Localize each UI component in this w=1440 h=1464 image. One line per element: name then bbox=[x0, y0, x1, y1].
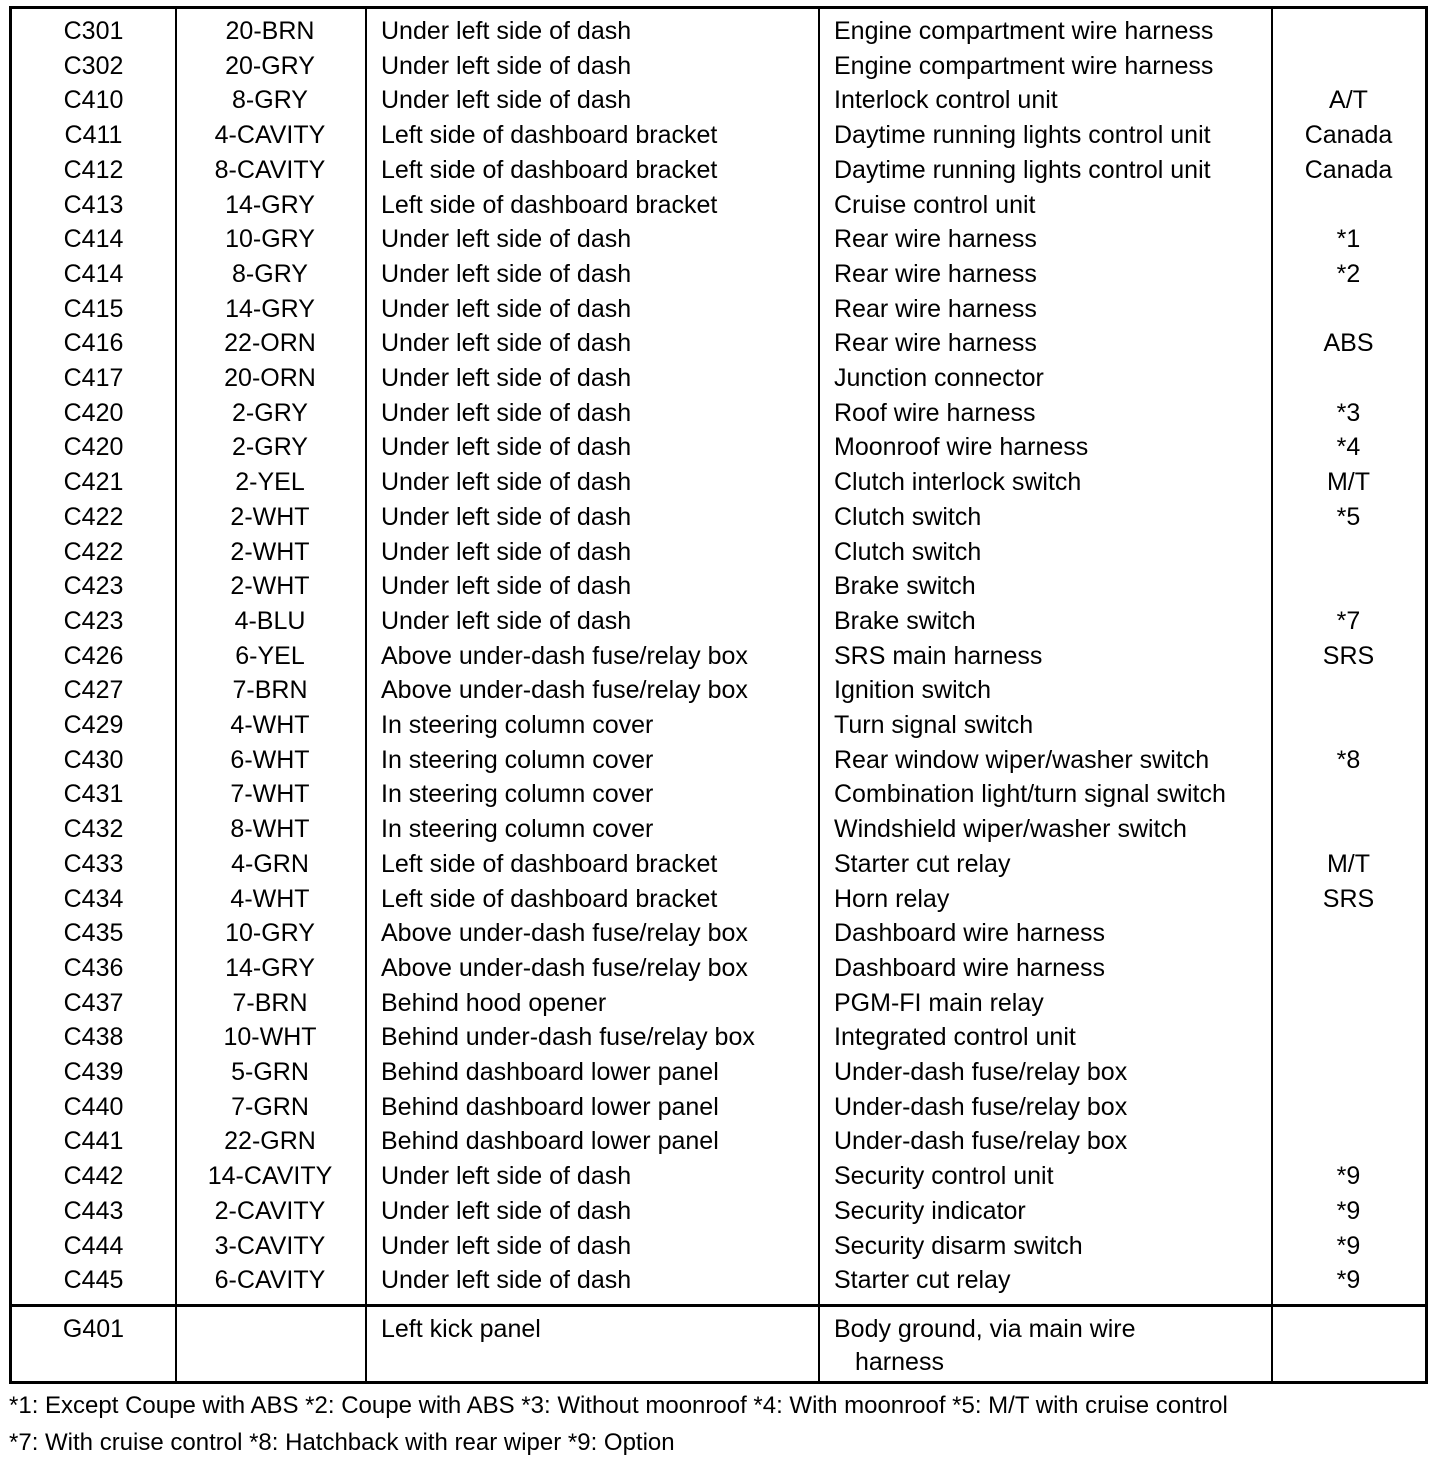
table-row bbox=[12, 1194, 1425, 1229]
connector-id: C414 bbox=[63, 259, 124, 288]
wire-spec: 6-YEL bbox=[235, 641, 305, 670]
note: *3 bbox=[1336, 398, 1361, 427]
table-row bbox=[12, 396, 1425, 431]
connects-to: Rear window wiper/washer switch bbox=[834, 745, 1210, 774]
location: Under left side of dash bbox=[381, 294, 632, 323]
location: In steering column cover bbox=[381, 780, 654, 809]
connector-id: C412 bbox=[63, 155, 124, 184]
wire-spec: 2-WHT bbox=[230, 572, 310, 601]
connects-to: Cruise control unit bbox=[834, 190, 1036, 219]
table-row bbox=[12, 1124, 1425, 1159]
wire-spec: 20-ORN bbox=[224, 364, 316, 392]
location: Left side of dashboard bracket bbox=[381, 849, 718, 878]
wire-spec: 5-GRN bbox=[231, 1058, 309, 1086]
ground-connects-to-line1: Body ground, via main wire bbox=[834, 1315, 1136, 1343]
location: Under left side of dash bbox=[381, 259, 632, 288]
connector-id: C444 bbox=[63, 1231, 124, 1260]
location: Behind dashboard lower panel bbox=[381, 1127, 719, 1156]
note: SRS bbox=[1322, 884, 1375, 913]
connector-id: C429 bbox=[63, 711, 124, 739]
connects-to: Dashboard wire harness bbox=[834, 919, 1105, 948]
wire-spec: 6-WHT bbox=[230, 745, 310, 774]
table-row bbox=[12, 465, 1425, 500]
note: *8 bbox=[1336, 745, 1361, 774]
footnotes-line1: *1: Except Coupe with ABS *2: Coupe with ABS *3: Without moonroof *4: With moonroof *5: M/T with cruise control bbox=[9, 1392, 1228, 1419]
wire-spec: 14-CAVITY bbox=[207, 1162, 333, 1191]
connector-id: C301 bbox=[63, 17, 124, 45]
section-divider bbox=[12, 1304, 1425, 1307]
table-row bbox=[12, 292, 1425, 327]
connector-id: C414 bbox=[63, 225, 124, 254]
connects-to: Horn relay bbox=[834, 884, 950, 913]
note: Canada bbox=[1304, 155, 1393, 184]
table-row bbox=[12, 569, 1425, 604]
connector-id: C433 bbox=[63, 849, 124, 878]
connector-id: C416 bbox=[63, 329, 124, 358]
note: *1 bbox=[1336, 225, 1361, 254]
location: Under left side of dash bbox=[381, 1231, 632, 1260]
table-row bbox=[12, 361, 1425, 396]
location: Above under-dash fuse/relay box bbox=[381, 676, 748, 705]
location: Under left side of dash bbox=[381, 329, 632, 358]
table-row bbox=[12, 916, 1425, 951]
wire-spec: 8-WHT bbox=[230, 815, 310, 844]
ground-connector-id: G401 bbox=[62, 1315, 125, 1343]
connects-to: Turn signal switch bbox=[834, 711, 1034, 739]
connector-id: C420 bbox=[63, 433, 124, 462]
connector-id: C426 bbox=[63, 641, 124, 670]
table-row bbox=[12, 222, 1425, 257]
location: Left side of dashboard bracket bbox=[381, 121, 718, 150]
note: *7 bbox=[1336, 606, 1361, 635]
location: Under left side of dash bbox=[381, 1162, 632, 1191]
connector-id: C420 bbox=[63, 398, 124, 427]
connector-id: C441 bbox=[63, 1127, 124, 1156]
connects-to: Clutch switch bbox=[834, 537, 982, 566]
connects-to: Dashboard wire harness bbox=[834, 953, 1105, 982]
table-row bbox=[12, 118, 1425, 153]
connects-to: Rear wire harness bbox=[834, 259, 1037, 288]
wire-spec: 4-WHT bbox=[230, 884, 310, 913]
ground-connects-to-line2: harness bbox=[855, 1348, 944, 1376]
connector-id: C413 bbox=[63, 190, 124, 219]
wire-spec: 2-WHT bbox=[230, 502, 310, 531]
wire-spec: 20-GRY bbox=[225, 51, 315, 80]
connector-id: C440 bbox=[63, 1092, 124, 1121]
connector-id: C421 bbox=[63, 468, 124, 497]
connects-to: Rear wire harness bbox=[834, 329, 1037, 358]
location: Left side of dashboard bracket bbox=[381, 190, 718, 219]
wire-spec: 2-WHT bbox=[230, 537, 310, 566]
connects-to: Combination light/turn signal switch bbox=[834, 780, 1226, 809]
note: *9 bbox=[1336, 1266, 1361, 1295]
connects-to: Interlock control unit bbox=[834, 86, 1058, 115]
wire-spec: 7-WHT bbox=[230, 780, 310, 809]
table-row bbox=[12, 812, 1425, 847]
table-row bbox=[12, 951, 1425, 986]
wire-spec: 6-CAVITY bbox=[214, 1266, 326, 1295]
location: Under left side of dash bbox=[381, 537, 632, 566]
wire-spec: 10-GRY bbox=[225, 919, 315, 948]
location: In steering column cover bbox=[381, 711, 654, 739]
connector-id: C423 bbox=[63, 606, 124, 635]
table-row bbox=[12, 257, 1425, 292]
table-row bbox=[12, 1090, 1425, 1125]
connector-id: C431 bbox=[63, 780, 124, 809]
connector-id: C422 bbox=[63, 502, 124, 531]
connector-id: C422 bbox=[63, 537, 124, 566]
location: Behind hood opener bbox=[381, 988, 607, 1017]
location: Under left side of dash bbox=[381, 1196, 632, 1225]
wire-spec: 8-GRY bbox=[232, 259, 308, 288]
connects-to: Engine compartment wire harness bbox=[834, 51, 1214, 80]
location: Above under-dash fuse/relay box bbox=[381, 919, 748, 948]
footnotes-line2: *7: With cruise control *8: Hatchback with rear wiper *9: Option bbox=[9, 1429, 675, 1456]
location: Under left side of dash bbox=[381, 398, 632, 427]
location: Left side of dashboard bracket bbox=[381, 155, 718, 184]
table-row bbox=[12, 153, 1425, 188]
connector-id: C417 bbox=[63, 364, 124, 392]
connects-to: Rear wire harness bbox=[834, 294, 1037, 323]
connects-to: Security indicator bbox=[834, 1196, 1026, 1225]
table-row bbox=[12, 1020, 1425, 1055]
connector-id: C415 bbox=[63, 294, 124, 323]
connects-to: Clutch switch bbox=[834, 502, 982, 531]
connects-to: SRS main harness bbox=[834, 641, 1043, 670]
table-row bbox=[12, 986, 1425, 1021]
connector-id: C438 bbox=[63, 1023, 124, 1052]
connector-id: C437 bbox=[63, 988, 124, 1017]
connector-id: C430 bbox=[63, 745, 124, 774]
table-row bbox=[12, 1263, 1425, 1298]
connects-to: Security disarm switch bbox=[834, 1231, 1083, 1260]
connects-to: Windshield wiper/washer switch bbox=[834, 815, 1187, 844]
note: *9 bbox=[1336, 1162, 1361, 1191]
table-row bbox=[12, 326, 1425, 361]
connector-id: C432 bbox=[63, 815, 124, 844]
connects-to: Moonroof wire harness bbox=[834, 433, 1089, 462]
location: Under left side of dash bbox=[381, 17, 632, 45]
location: Under left side of dash bbox=[381, 468, 632, 497]
connects-to: Roof wire harness bbox=[834, 398, 1036, 427]
wire-spec: 22-ORN bbox=[224, 329, 316, 358]
connects-to: Engine compartment wire harness bbox=[834, 17, 1214, 45]
connects-to: Starter cut relay bbox=[834, 1266, 1011, 1295]
location: Behind dashboard lower panel bbox=[381, 1058, 719, 1086]
connector-id: C445 bbox=[63, 1266, 124, 1295]
wire-spec: 3-CAVITY bbox=[214, 1231, 326, 1260]
connects-to: Daytime running lights control unit bbox=[834, 121, 1211, 150]
connector-id: C427 bbox=[63, 676, 124, 705]
note: SRS bbox=[1322, 641, 1375, 670]
wire-spec: 8-CAVITY bbox=[214, 155, 326, 184]
wire-spec: 2-GRY bbox=[232, 433, 308, 462]
wire-spec: 14-GRY bbox=[225, 953, 315, 982]
table-row bbox=[12, 430, 1425, 465]
location: In steering column cover bbox=[381, 815, 654, 844]
connector-id: C411 bbox=[64, 121, 123, 150]
location: Under left side of dash bbox=[381, 51, 632, 80]
table-row bbox=[12, 708, 1425, 743]
connects-to: Junction connector bbox=[834, 364, 1044, 392]
wire-spec: 4-BLU bbox=[234, 606, 306, 635]
connects-to: Integrated control unit bbox=[834, 1023, 1076, 1052]
table-row bbox=[12, 743, 1425, 778]
connector-id: C439 bbox=[63, 1058, 124, 1086]
location: Above under-dash fuse/relay box bbox=[381, 641, 748, 670]
note: A/T bbox=[1329, 86, 1368, 115]
wire-spec: 8-GRY bbox=[232, 86, 308, 115]
note: *4 bbox=[1336, 433, 1361, 462]
note: Canada bbox=[1304, 121, 1393, 150]
note: *9 bbox=[1336, 1196, 1361, 1225]
connector-id: C302 bbox=[63, 51, 124, 80]
wire-spec: 2-YEL bbox=[235, 468, 305, 497]
table-row bbox=[12, 49, 1425, 84]
wire-spec: 7-GRN bbox=[231, 1092, 309, 1121]
connects-to: Daytime running lights control unit bbox=[834, 155, 1211, 184]
location: Under left side of dash bbox=[381, 225, 632, 254]
table-row bbox=[12, 882, 1425, 917]
wire-spec: 4-GRN bbox=[231, 849, 309, 878]
location: Under left side of dash bbox=[381, 364, 632, 392]
connector-id: C434 bbox=[63, 884, 124, 913]
location: Under left side of dash bbox=[381, 1266, 632, 1295]
wire-spec: 10-GRY bbox=[225, 225, 315, 254]
table-row bbox=[12, 14, 1425, 49]
wire-spec: 2-CAVITY bbox=[214, 1196, 326, 1225]
location: Under left side of dash bbox=[381, 86, 632, 115]
wire-spec: 7-BRN bbox=[232, 988, 308, 1017]
note: M/T bbox=[1326, 849, 1371, 878]
note: M/T bbox=[1326, 468, 1371, 497]
connects-to: Under-dash fuse/relay box bbox=[834, 1058, 1128, 1086]
connector-id: C435 bbox=[63, 919, 124, 948]
table-row bbox=[12, 1159, 1425, 1194]
connector-id: C436 bbox=[63, 953, 124, 982]
note: *9 bbox=[1336, 1231, 1361, 1260]
location: Behind dashboard lower panel bbox=[381, 1092, 719, 1121]
connector-id: C410 bbox=[63, 86, 124, 115]
location: Under left side of dash bbox=[381, 572, 632, 601]
note: ABS bbox=[1323, 329, 1374, 358]
table-row bbox=[12, 188, 1425, 223]
connector-id: C442 bbox=[63, 1162, 124, 1191]
connects-to: Brake switch bbox=[834, 572, 976, 601]
connector-id: C443 bbox=[63, 1196, 124, 1225]
table-row bbox=[12, 83, 1425, 118]
connects-to: PGM-FI main relay bbox=[834, 988, 1044, 1017]
wire-spec: 7-BRN bbox=[232, 676, 308, 705]
connector-id: C423 bbox=[63, 572, 124, 601]
table-row bbox=[12, 673, 1425, 708]
connects-to: Security control unit bbox=[834, 1162, 1054, 1191]
location: Under left side of dash bbox=[381, 433, 632, 462]
wire-spec: 20-BRN bbox=[225, 17, 315, 45]
location: Left side of dashboard bracket bbox=[381, 884, 718, 913]
table-row bbox=[12, 500, 1425, 535]
note: *5 bbox=[1336, 502, 1361, 531]
location: Under left side of dash bbox=[381, 502, 632, 531]
wire-spec: 14-GRY bbox=[225, 190, 315, 219]
connects-to: Under-dash fuse/relay box bbox=[834, 1127, 1128, 1156]
connects-to: Under-dash fuse/relay box bbox=[834, 1092, 1128, 1121]
wire-spec: 22-GRN bbox=[224, 1127, 316, 1156]
table-row bbox=[12, 777, 1425, 812]
wire-spec: 2-GRY bbox=[232, 398, 308, 427]
ground-location: Left kick panel bbox=[381, 1315, 541, 1343]
table-row bbox=[12, 847, 1425, 882]
wire-spec: 4-WHT bbox=[230, 711, 310, 739]
connects-to: Clutch interlock switch bbox=[834, 468, 1082, 497]
table-row bbox=[12, 639, 1425, 674]
note: *2 bbox=[1336, 259, 1361, 288]
connects-to: Rear wire harness bbox=[834, 225, 1037, 254]
connector-table bbox=[9, 6, 1428, 1384]
location: Above under-dash fuse/relay box bbox=[381, 953, 748, 982]
connects-to: Brake switch bbox=[834, 606, 976, 635]
connects-to: Ignition switch bbox=[834, 676, 992, 705]
location: Behind under-dash fuse/relay box bbox=[381, 1023, 755, 1052]
table-row bbox=[12, 1055, 1425, 1090]
table-row bbox=[12, 604, 1425, 639]
wire-spec: 14-GRY bbox=[225, 294, 315, 323]
location: In steering column cover bbox=[381, 745, 654, 774]
location: Under left side of dash bbox=[381, 606, 632, 635]
table-row bbox=[12, 1229, 1425, 1264]
wire-spec: 10-WHT bbox=[223, 1023, 317, 1052]
wire-spec: 4-CAVITY bbox=[214, 121, 326, 150]
connects-to: Starter cut relay bbox=[834, 849, 1011, 878]
table-row bbox=[12, 535, 1425, 570]
